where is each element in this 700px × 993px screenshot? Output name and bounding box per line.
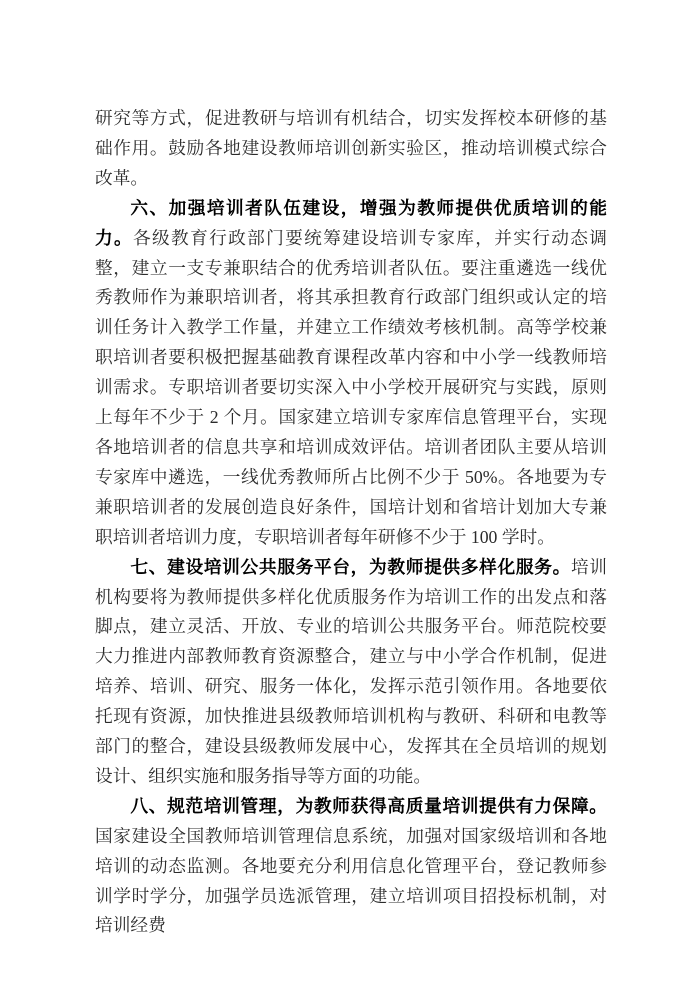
section-6-body-text: 各级教育行政部门要统筹建设培训专家库，并实行动态调整，建立一支专兼职结合的优秀培训者队伍。要注重遴选一线优秀教师作为兼职培训者，将其承担教育行政部门组织或认定的培训任务计入教学工作量，并建立工作绩效考核机制。高等学校兼职培训者要积极把握基础教育课程改革内容和中小学一线教师培训需求。专职培训者要切实深入中小学校开展研究与实践，原则上每年不少于 2 个月。国家建立培训专家库信息管理平台，实现各地培训者的信息共享和培训成效评估。培训者团队主要从培训专家库中遴选，一线优秀教师所占比例不少于 50%。各地要为专兼职培训者的发展创造良好条件，国培计划和省培计划加大专兼职培训者培训力度，专职培训者每年研修不少于 100 学时。	[95, 227, 607, 547]
document-body	[95, 104, 607, 941]
paragraph-continuation	[95, 104, 607, 194]
section-6-heading: 六、加强培训者队伍建设，增强为教师提供优质培训的能力。	[95, 197, 607, 248]
section-8-paragraph	[95, 792, 607, 942]
paragraph-continuation-text: 研究等方式，促进教研与培训有机结合，切实发挥校本研修的基础作用。鼓励各地建设教师培训创新实验区，推动培训模式综合改革。	[95, 108, 607, 188]
section-7-body-text: 培训机构要将为教师提供多样化优质服务作为培训工作的出发点和落脚点，建立灵活、开放、专业的培训公共服务平台。师范院校要大力推进内部教师教育资源整合，建立与中小学合作机制，促进培养、培训、研究、服务一体化，发挥示范引领作用。各地要依托现有资源，加快推进县级教师培训机构与教研、科研和电教等部门的整合，建设县级教师发展中心，发挥其在全员培训的规划设计、组织实施和服务指导等方面的功能。	[95, 556, 607, 786]
section-8-body-text: 国家建设全国教师培训管理信息系统，加强对国家级培训和各地培训的动态监测。各地要充分利用信息化管理平台，登记教师参训学时学分，加强学员选派管理，建立培训项目招投标机制，对培训经费	[95, 825, 607, 936]
section-6-paragraph	[95, 194, 607, 553]
section-7-paragraph	[95, 553, 607, 792]
section-8-heading: 八、规范培训管理，为教师获得高质量培训提供有力保障。	[130, 795, 607, 816]
section-7-heading: 七、建设培训公共服务平台，为教师提供多样化服务。	[130, 556, 571, 577]
